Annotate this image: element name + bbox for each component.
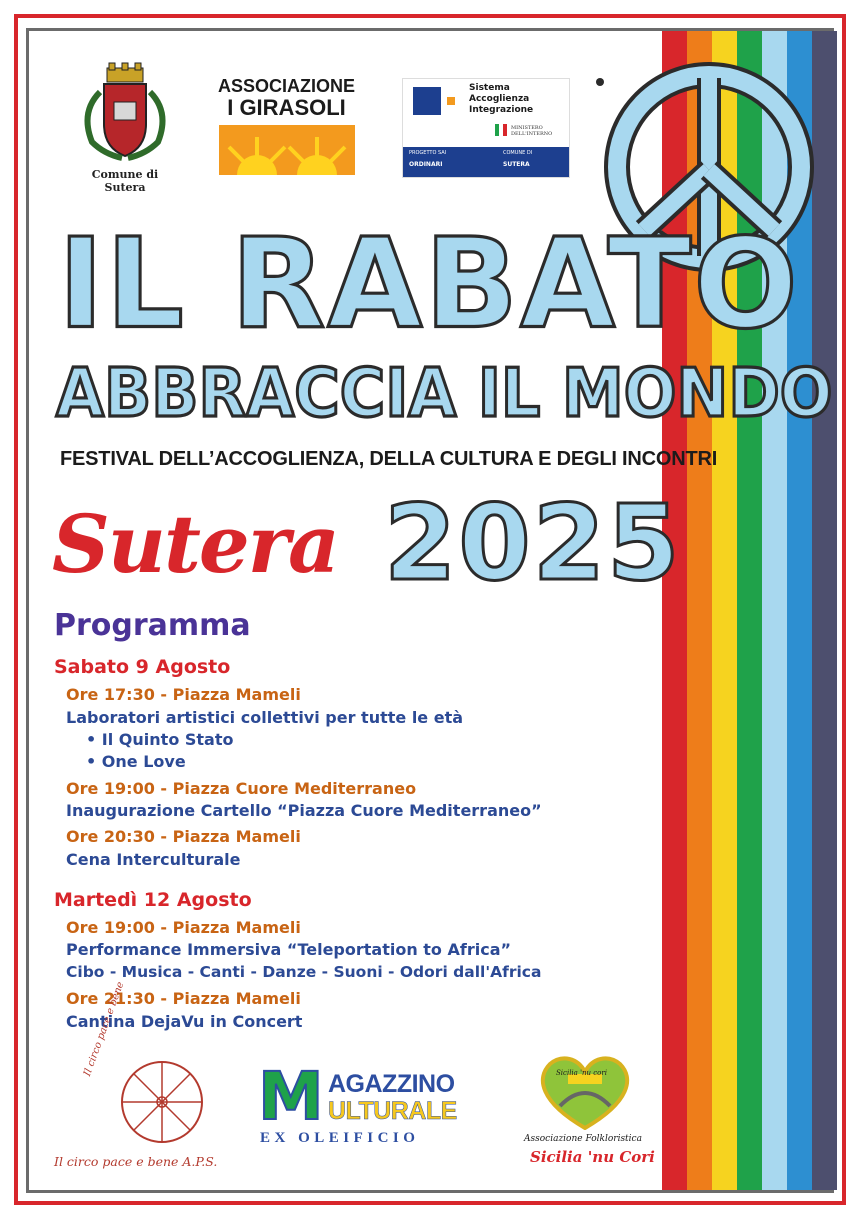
sai-square-icon <box>413 87 441 115</box>
day-1-event-1-time: Ore 17:30 - Piazza Mameli <box>66 685 301 704</box>
umbrella-icon <box>54 1054 234 1150</box>
girasoli-logo <box>214 76 359 176</box>
sai-col1-label: PROGETTO SAI <box>409 150 447 156</box>
day-1-event-3-time: Ore 20:30 - Piazza Mameli <box>66 827 301 846</box>
day-1-event-2-time: Ore 19:00 - Piazza Cuore Mediterraneo <box>66 779 417 798</box>
girasoli-line2: I GIRASOLI <box>227 95 346 120</box>
girasoli-line1: ASSOCIAZIONE <box>217 76 355 96</box>
comune-caption: Comune di Sutera <box>91 168 159 194</box>
sutera-script: Sutera <box>52 497 338 591</box>
crest-icon <box>70 62 180 162</box>
sai-line3: Integrazione <box>469 105 534 115</box>
sunflower-icon <box>219 125 355 175</box>
day-2-event-2-text: Cantina DejaVu in Concert <box>66 1012 303 1031</box>
sai-ministry: MINISTERO DELL'INTERNO <box>511 125 553 137</box>
day-1-event-1-text: Laboratori artistici collettivi per tutte le età <box>66 708 464 727</box>
sai-line1: Sistema <box>469 83 510 93</box>
day-1-event-3-text: Cena Interculturale <box>66 850 241 869</box>
magazzino-logo <box>258 1058 488 1150</box>
festival-subtitle: FESTIVAL DELL’ACCOGLIENZA, DELLA CULTURA E DEGLI INCONTRI <box>60 448 718 470</box>
sai-line2: Accoglienza <box>469 94 530 104</box>
day-1-date: Sabato 9 Agosto <box>54 656 231 678</box>
italy-flag-icon <box>495 124 507 136</box>
day-2-event-1-time: Ore 19:00 - Piazza Mameli <box>66 918 301 937</box>
sai-table <box>403 147 569 177</box>
day-1-event-1-bullet-1: • Il Quinto Stato <box>86 730 234 749</box>
magazzino-line1: AGAZZINO <box>328 1070 455 1098</box>
comune-logo <box>70 62 180 194</box>
day-2-event-1-text: Performance Immersiva “Teleportation to Africa” <box>66 940 512 959</box>
circo-script: Il circo pace e bene <box>82 980 127 1078</box>
magazzino-line3: EX OLEIFICIO <box>260 1130 420 1146</box>
day-2-event-2-time: Ore 21:30 - Piazza Mameli <box>66 989 301 1008</box>
circo-caption: Il circo pace e bene A.P.S. <box>54 1154 218 1169</box>
sai-col2-label: COMUNE DI <box>503 150 533 156</box>
title-line1: IL RABATO <box>58 211 800 356</box>
sicilia-caption1: Associazione Folkloristica <box>524 1134 642 1144</box>
day-2-date: Martedì 12 Agosto <box>54 889 252 911</box>
magazzino-line2: ULTURALE <box>328 1097 457 1125</box>
sicilia-badge-text: Sicilia 'nu cori <box>556 1069 607 1077</box>
heart-badge-icon <box>520 1050 650 1130</box>
sai-dot-icon <box>447 97 455 105</box>
day-1-event-1-bullet-2: • One Love <box>86 752 186 771</box>
sai-col1-value: ORDINARI <box>409 161 443 168</box>
year-2025: 2025 <box>384 482 682 604</box>
peace-dot <box>596 78 604 86</box>
title-line2: ABBRACCIA IL MONDO <box>56 353 833 433</box>
program-heading: Programma <box>54 608 251 643</box>
sai-col2-value: SUTERA <box>503 161 530 168</box>
day-2-event-1-text2: Cibo - Musica - Canti - Danze - Suoni - Odori dall'Africa <box>66 963 542 981</box>
day-1-event-2-text: Inaugurazione Cartello “Piazza Cuore Mediterraneo” <box>66 801 542 820</box>
sicilia-logo <box>520 1050 655 1174</box>
sicilia-caption2: Sicilia 'nu Cori <box>530 1148 655 1166</box>
sai-logo <box>402 78 570 178</box>
magazzino-m: M <box>258 1058 324 1135</box>
